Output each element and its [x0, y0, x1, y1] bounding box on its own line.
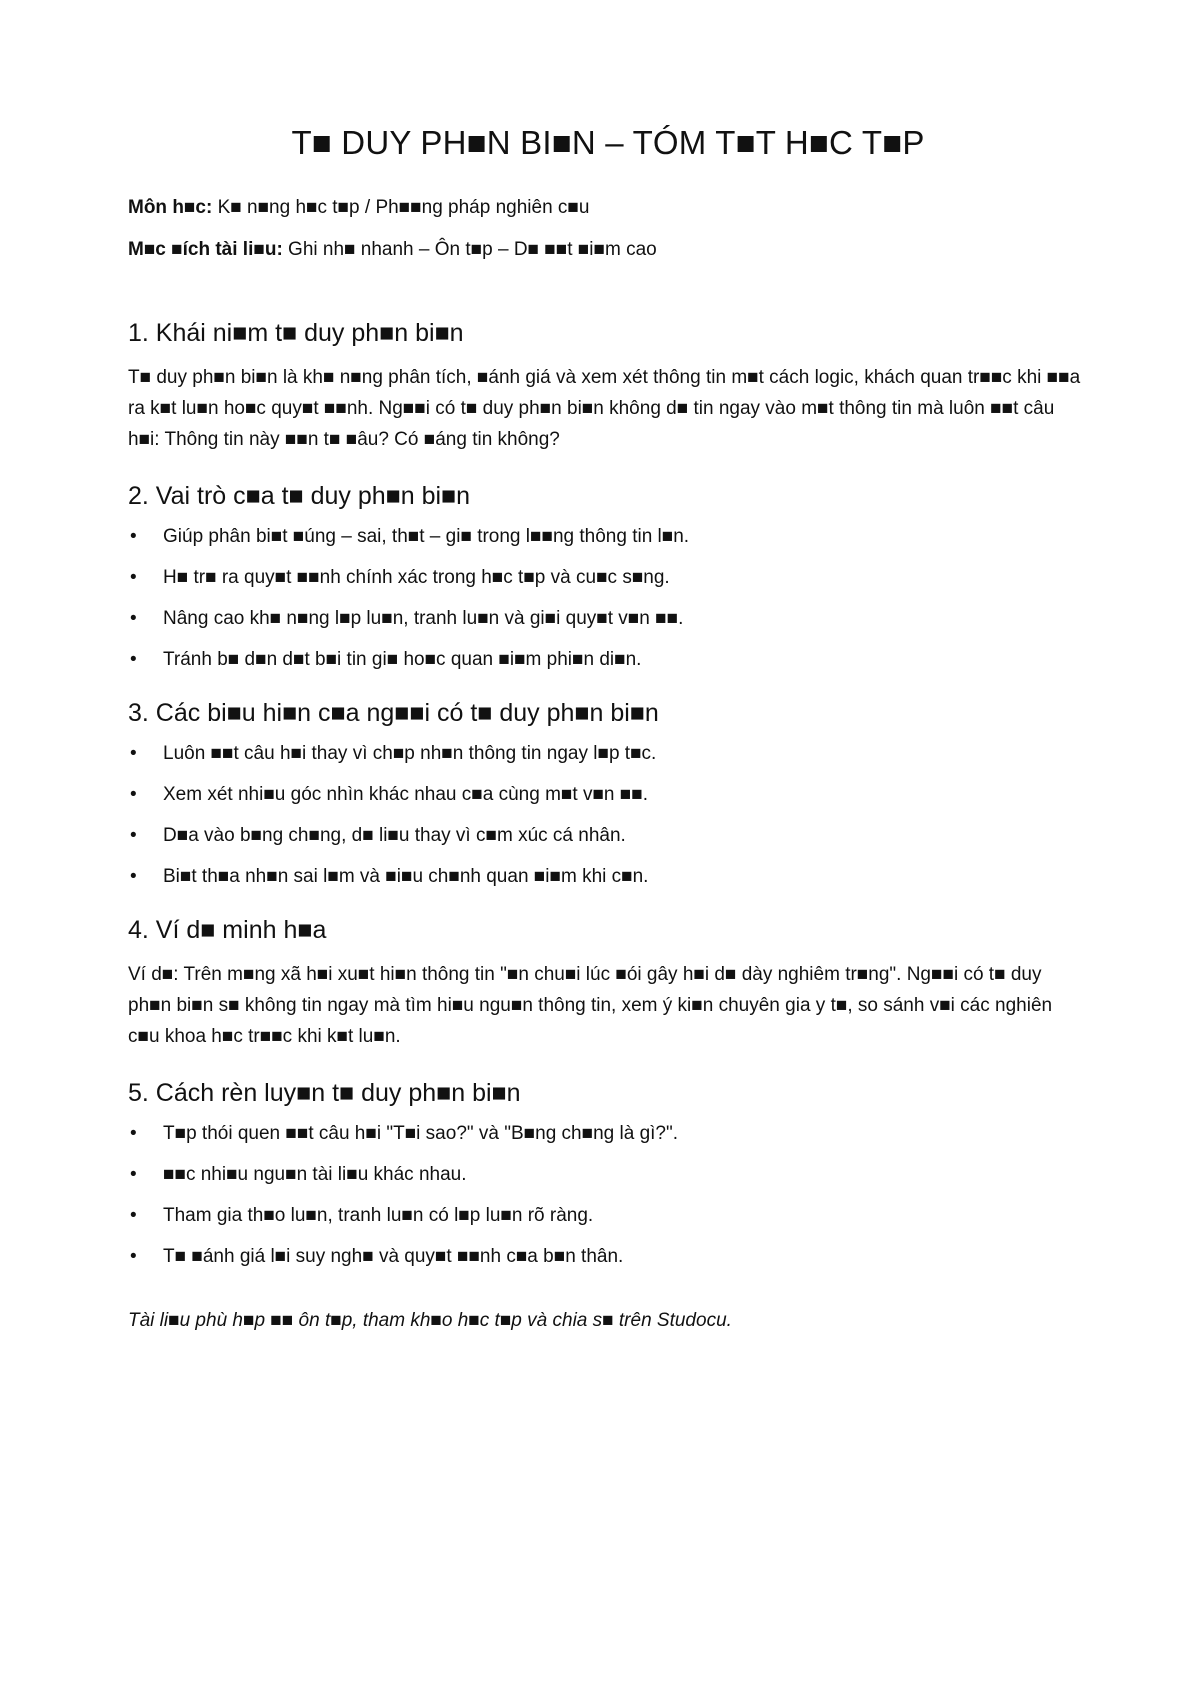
bullet-icon: •	[130, 825, 137, 846]
section-definition	[128, 318, 1088, 455]
bullet-icon: •	[130, 608, 137, 629]
list-item-text: Bi■t th■a nh■n sai l■m và ■i■u ch■nh quan ■i■m khi c■n.	[163, 866, 649, 887]
section-heading: 3. Các bi■u hi■n c■a ng■■i có t■ duy ph■n bi■n	[128, 699, 659, 727]
section-heading: 1. Khái ni■m t■ duy ph■n bi■n	[128, 319, 464, 347]
section-heading: 5. Cách rèn luy■n t■ duy ph■n bi■n	[128, 1079, 521, 1107]
bullet-icon: •	[130, 1123, 137, 1144]
list-item-text: Luôn ■■t câu h■i thay vì ch■p nh■n thông tin ngay l■p t■c.	[163, 743, 657, 764]
meta-purpose	[128, 238, 1088, 262]
list-item	[128, 783, 1088, 807]
document-page	[128, 124, 1088, 1352]
bullet-icon: •	[130, 1205, 137, 1226]
list-item-text: ■■c nhi■u ngu■n tài li■u khác nhau.	[163, 1164, 467, 1185]
section-paragraph	[128, 959, 1088, 1052]
bullet-icon: •	[130, 1164, 137, 1185]
bullet-icon: •	[130, 743, 137, 764]
section-paragraph: T■ duy ph■n bi■n là kh■ n■ng phân tích, ■ánh giá và xem xét thông tin m■t cách logic, khách quan tr■■c khi ■■a ra k■t lu■n ho■c quy■t ■■nh. Ng■■i có t■ duy ph■n bi■n không d■ tin ngay vào m■t thông tin mà luôn ■■t câu h■i: Thông tin này ■■n t■ ■âu? Có ■áng tin không?	[128, 367, 1081, 450]
list-item-text: Tránh b■ d■n d■t b■i tin gi■ ho■c quan ■i■m phi■n di■n.	[163, 649, 642, 670]
document-title: T■ DUY PH■N BI■N – TÓM T■T H■C T■P	[291, 124, 925, 161]
bullet-icon: •	[130, 1246, 137, 1267]
list-item-text: Tham gia th■o lu■n, tranh lu■n có l■p lu■n rõ ràng.	[163, 1205, 594, 1226]
example-text: Trên m■ng xã h■i xu■t hi■n thông tin "■n chu■i lúc ■ói gây h■i d■ dày nghiêm tr■ng". Ng■■i có t■ duy ph■n bi■n s■ không tin ngay mà tìm hi■u ngu■n thông tin, xem ý ki■n chuyên gia y t■, so sánh v■i các nghiên c■u khoa h■c tr■■c khi k■t lu■n.	[128, 964, 1053, 1047]
meta-subject-value: K■ n■ng h■c t■p / Ph■■ng pháp nghiên c■u	[212, 197, 590, 218]
list-item-text: Giúp phân bi■t ■úng – sai, th■t – gi■ trong l■■ng thông tin l■n.	[163, 526, 690, 547]
list-item-text: T■p thói quen ■■t câu h■i "T■i sao?" và "B■ng ch■ng là gì?".	[163, 1123, 679, 1144]
example-label: Ví d■:	[128, 964, 179, 985]
bullet-icon: •	[130, 567, 137, 588]
bullet-list	[128, 742, 1088, 889]
bullet-icon: •	[130, 649, 137, 670]
list-item-text: Nâng cao kh■ n■ng l■p lu■n, tranh lu■n và gi■i quy■t v■n ■■.	[163, 608, 684, 629]
list-item	[128, 648, 1088, 672]
list-item-text: T■ ■ánh giá l■i suy ngh■ và quy■t ■■nh c■a b■n thân.	[163, 1246, 624, 1267]
section-heading: 2. Vai trò c■a t■ duy ph■n bi■n	[128, 482, 471, 510]
section-heading: 4. Ví d■ minh h■a	[128, 916, 327, 944]
list-item-text: H■ tr■ ra quy■t ■■nh chính xác trong h■c t■p và cu■c s■ng.	[163, 567, 670, 588]
list-item	[128, 525, 1088, 549]
list-item	[128, 865, 1088, 889]
bullet-list	[128, 525, 1088, 672]
list-item	[128, 1122, 1088, 1146]
bullet-icon: •	[130, 784, 137, 805]
list-item	[128, 607, 1088, 631]
meta-subject	[128, 196, 1088, 220]
bullet-list	[128, 1122, 1088, 1269]
section-practice	[128, 1078, 1088, 1269]
list-item	[128, 1204, 1088, 1228]
list-item	[128, 566, 1088, 590]
bullet-icon: •	[130, 866, 137, 887]
list-item	[128, 824, 1088, 848]
footer-note: Tài li■u phù h■p ■■ ôn t■p, tham kh■o h■c t■p và chia s■ trên Studocu.	[128, 1310, 732, 1331]
list-item	[128, 1245, 1088, 1269]
list-item-text: Xem xét nhi■u góc nhìn khác nhau c■a cùng m■t v■n ■■.	[163, 784, 648, 805]
section-example	[128, 915, 1088, 1052]
list-item	[128, 1163, 1088, 1187]
section-role	[128, 481, 1088, 672]
list-item-text: D■a vào b■ng ch■ng, d■ li■u thay vì c■m xúc cá nhân.	[163, 825, 626, 846]
meta-subject-label: Môn h■c:	[128, 197, 213, 218]
section-traits	[128, 698, 1088, 889]
bullet-icon: •	[130, 526, 137, 547]
meta-purpose-value: Ghi nh■ nhanh – Ôn t■p – D■ ■■t ■i■m cao	[282, 239, 657, 260]
list-item	[128, 742, 1088, 766]
sections	[128, 318, 1088, 1269]
meta-purpose-label: M■c ■ích tài li■u:	[128, 239, 283, 260]
